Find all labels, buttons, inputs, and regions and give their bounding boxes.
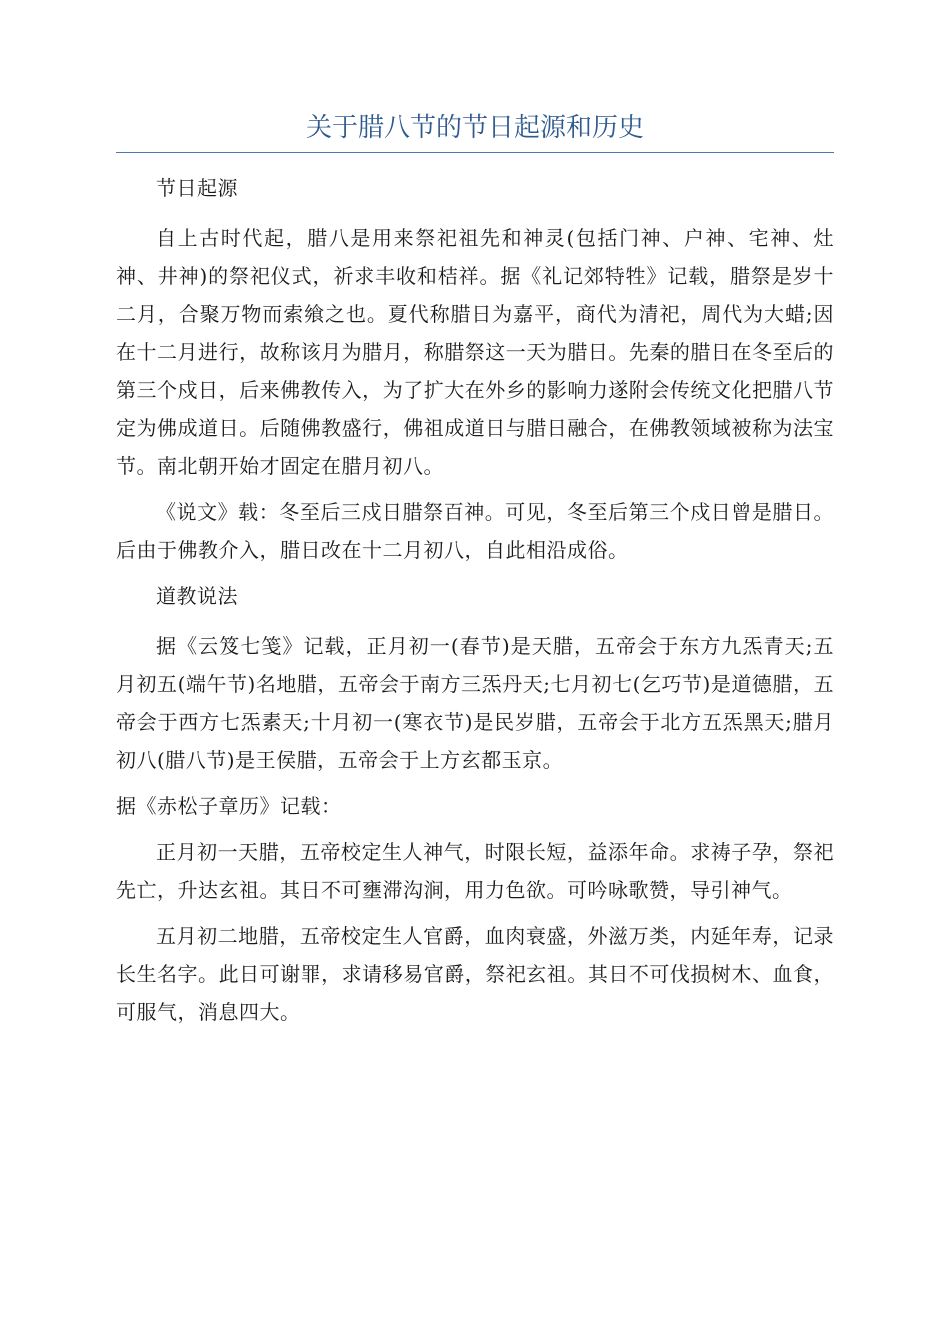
document-title: 关于腊八节的节日起源和历史 bbox=[305, 113, 644, 143]
section-heading-taoism: 道教说法 bbox=[156, 584, 238, 608]
paragraph-origin-history: 自上古时代起，腊八是用来祭祀祖先和神灵(包括门神、户神、宅神、灶神、井神)的祭祀仪式，祈求丰收和桔祥。据《礼记郊特牲》记载，腊祭是岁十二月，合聚万物而索飨之也。夏代称腊日为嘉平，商代为清祀，周代为大蜡;因在十二月进行，故称该月为腊月，称腊祭这一天为腊日。先秦的腊日在冬至后的第三个戍日，后来佛教传入，为了扩大在外乡的影响力遂附会传统文化把腊八节定为佛成道日。后随佛教盛行，佛祖成道日与腊日融合，在佛教领域被称为法宝节。南北朝开始才固定在腊月初八。 bbox=[116, 226, 834, 478]
paragraph-dila: 五月初二地腊，五帝校定生人官爵，血肉衰盛，外滋万类，内延年寿，记录长生名字。此日可谢罪，求请移易官爵，祭祀玄祖。其日不可伐损树木、血食，可服气，消息四大。 bbox=[116, 924, 834, 1024]
document-page bbox=[116, 108, 834, 1039]
section-heading-origin: 节日起源 bbox=[156, 176, 238, 200]
title-underline bbox=[116, 152, 834, 153]
paragraph-tianla: 正月初一天腊，五帝校定生人神气，时限长短，益添年命。求祷子孕，祭祀先亡，升达玄祖。其日不可壅滞沟涧，用力色欲。可吟咏歌赞，导引神气。 bbox=[116, 840, 834, 902]
paragraph-yunji: 据《云笈七笺》记载，正月初一(春节)是天腊，五帝会于东方九炁青天;五月初五(端午节)名地腊，五帝会于南方三炁丹天;七月初七(乞巧节)是道德腊，五帝会于西方七炁素天;十月初一(寒衣节)是民岁腊，五帝会于北方五炁黑天;腊月初八(腊八节)是王侯腊，五帝会于上方玄都玉京。 bbox=[116, 634, 834, 772]
paragraph-shuowen: 《说文》载：冬至后三戍日腊祭百神。可见，冬至后第三个戍日曾是腊日。后由于佛教介入，腊日改在十二月初八，自此相沿成俗。 bbox=[116, 500, 834, 562]
paragraph-chisongzi-intro: 据《赤松子章历》记载： bbox=[116, 794, 342, 818]
